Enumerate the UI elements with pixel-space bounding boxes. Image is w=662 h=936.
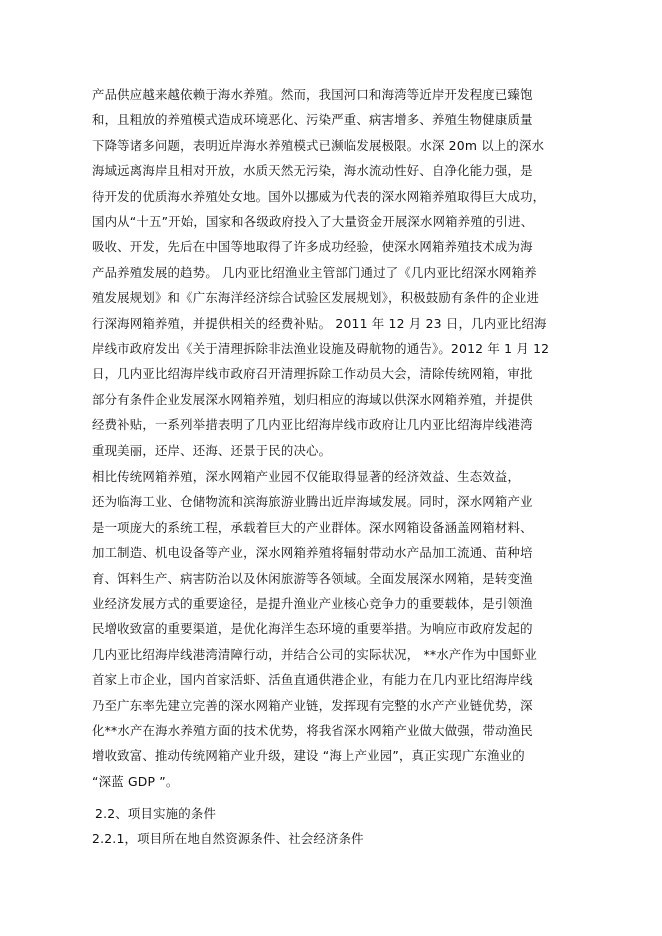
paragraph-1-line: 日，几内亚比绍海岸线市政府召开清理拆除工作动员大会，清除传统网箱，审批 bbox=[92, 366, 533, 382]
paragraph-1-line: 经费补贴，一系列举措表明了几内亚比绍海岸线市政府让几内亚比绍海岸线港湾 bbox=[92, 417, 533, 433]
paragraph-1-line: 岸线市政府发出《关于清理拆除非法渔业设施及碍航物的通告》。2012 年 1 月 12 bbox=[92, 341, 550, 356]
paragraph-1-line: 待开发的优质海水养殖处女地。国外以挪威为代表的深水网箱养殖取得巨大成功， bbox=[92, 188, 546, 204]
paragraph-1-line: 重现美丽，还岸、还海、还景于民的决心。 bbox=[92, 442, 332, 458]
section-heading-2-2-1: 2.2.1，项目所在地自然资源条件、社会经济条件 bbox=[92, 831, 364, 846]
paragraph-2-line: 化**水产在海水养殖方面的技术优势，将我省深水网箱产业做大做强，带动渔民 bbox=[92, 723, 533, 738]
paragraph-1-line: 产品养殖发展的趋势。 几内亚比绍渔业主管部门通过了《几内亚比绍深水网箱养 bbox=[92, 264, 537, 280]
paragraph-2-line: 民增收致富的重要渠道，是优化海洋生态环境的重要举措。为响应市政府发起的 bbox=[92, 621, 533, 637]
paragraph-2-line: 几内亚比绍海岸线港湾清障行动，并结合公司的实际状况， **水产作为中国虾业 bbox=[92, 646, 538, 662]
paragraph-2-line: 相比传统网箱养殖，深水网箱产业园不仅能取得显著的经济效益、生态效益， bbox=[92, 469, 521, 484]
paragraph-2-line: 业经济发展方式的重要途径，是提升渔业产业核心竞争力的重要载体，是引领渔 bbox=[92, 596, 533, 611]
paragraph-2-line: “深蓝 GDP ”。 bbox=[92, 773, 179, 789]
paragraph-2-line: 还为临海工业、仓储物流和滨海旅游业腾出近岸海域发展。同时，深水网箱产业 bbox=[92, 494, 533, 510]
paragraph-2-line: 增收致富、推动传统网箱产业升级，建设 “海上产业园”，真正实现广东渔业的 bbox=[92, 748, 525, 764]
paragraph-1-line: 海域远离海岸且相对开放，水质天然无污染，海水流动性好、自净化能力强，是 bbox=[92, 163, 533, 179]
paragraph-2-line: 加工制造、机电设备等产业，深水网箱养殖将辐射带动水产品加工流通、苗种培 bbox=[92, 545, 533, 561]
paragraph-2-line: 育、饵料生产、病害防治以及休闲旅游等各领域。全面发展深水网箱，是转变渔 bbox=[92, 570, 533, 586]
paragraph-2-line: 首家上市企业，国内首家活虾、活鱼直通供港企业，有能力在几内亚比绍海岸线 bbox=[92, 672, 533, 688]
paragraph-1-line: 国内从“十五”开始，国家和各级政府投入了大量资金开展深水网箱养殖的引进、 bbox=[92, 214, 534, 229]
paragraph-1-line: 吸收、开发，先后在中国等地取得了许多成功经验，使深水网箱养殖技术成为海 bbox=[92, 239, 533, 255]
paragraph-2-line: 乃至广东率先建立完善的深水网箱产业链，发挥现有完整的水产产业链优势，深 bbox=[92, 697, 533, 713]
paragraph-1-line: 行深海网箱养殖，并提供相关的经费补贴。 2011 年 12 月 23 日，几内亚比绍海 bbox=[92, 315, 547, 331]
section-heading-2-2: 2.2、项目实施的条件 bbox=[95, 806, 217, 821]
paragraph-1-line: 下降等诸多问题，表明近岸海水养殖模式已濒临发展极限。水深 20m 以上的深水 bbox=[92, 137, 545, 153]
paragraph-1-line: 部分有条件企业发展深水网箱养殖，划归相应的海域以供深水网箱养殖，并提供 bbox=[92, 391, 533, 407]
paragraph-2-line: 是一项庞大的系统工程，承载着巨大的产业群体。深水网箱设备涵盖网箱材料、 bbox=[92, 519, 533, 535]
paragraph-1-line: 殖发展规划》和《广东海洋经济综合试验区发展规划》，积极鼓励有条件的企业进 bbox=[92, 290, 540, 306]
paragraph-1-line: 和，且粗放的养殖模式造成环境恶化、污染严重、病害增多、养殖生物健康质量 bbox=[92, 112, 533, 128]
paragraph-1-line: 产品供应越来越依赖于海水养殖。然而，我国河口和海湾等近岸开发程度已臻饱 bbox=[92, 87, 533, 102]
